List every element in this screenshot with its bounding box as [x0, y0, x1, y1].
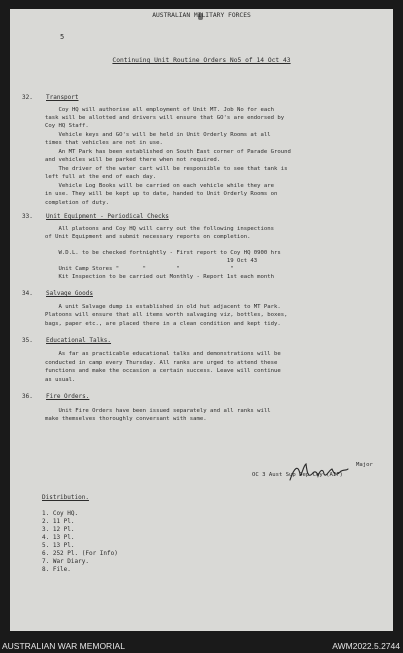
section-line: make themselves thoroughly conversant with same.: [45, 416, 207, 422]
section-number: 33.: [22, 213, 33, 220]
section-number: 35.: [22, 337, 33, 344]
distribution-item: 3. 12 Pl.: [42, 526, 75, 533]
section-line: in use. They will be kept up to date, handed to Unit Orderly Rooms on: [45, 191, 278, 197]
section-line: left full at the end of each day.: [45, 174, 157, 180]
section-line: A unit Salvage dump is established in old hut adjacent to MT Park.: [45, 304, 281, 310]
section-line: conducted in camp every Thursday. All ranks are urged to attend these: [45, 360, 278, 366]
distribution-item: 4. 13 Pl.: [42, 534, 75, 541]
section-line: Unit Fire Orders have been issued separately and all ranks will: [45, 408, 271, 414]
section-number: 34.: [22, 290, 33, 297]
section-line: Vehicle keys and GO's will be held in Unit Orderly Rooms at all: [45, 132, 271, 138]
footer-bar: [0, 637, 403, 653]
document-header: AUSTRALIAN MILITARY FORCES: [152, 12, 251, 19]
section-line: As far as practicable educational talks and demonstrations will be: [45, 351, 281, 357]
signature-title: OC 3 Aust Sup Dep Coy (AIF): [252, 472, 343, 478]
distribution-item: 8. File.: [42, 566, 71, 573]
section-line: W.D.L. to be checked fortnightly - First report to Coy HQ 0900 hrs: [45, 250, 281, 256]
section-line: functions and make the occasion a certain success. Leave will continue: [45, 368, 281, 374]
section-line: Coy HQ will authorise all employment of Unit MT. Job No for each: [45, 107, 275, 113]
signature-rank: Major: [356, 462, 373, 468]
section-line: 19 Oct 43: [45, 258, 258, 264]
section-title-educational-talks: Educational Talks.: [46, 337, 112, 344]
distribution-item: 7. War Diary.: [42, 558, 89, 565]
section-title-fire-orders: Fire Orders.: [46, 393, 90, 400]
footer-institution: AUSTRALIAN WAR MEMORIAL: [2, 641, 125, 651]
section-line: completion of duty.: [45, 200, 109, 206]
section-line: task will be allotted and drivers will ensure that GO's are endorsed by: [45, 115, 285, 121]
section-line: bags, paper etc., are placed there in a clean condition and kept tidy.: [45, 321, 281, 327]
section-line: times that vehicles are not in use.: [45, 140, 163, 146]
document-subheader: Continuing Unit Routine Orders No5 of 14 Oct 43: [112, 57, 291, 64]
section-line: Platoons will ensure that all items worth salvaging viz, bottles, boxes,: [45, 312, 288, 318]
handwritten-mark: 5: [60, 33, 65, 41]
section-number: 36.: [22, 393, 33, 400]
footer-accession-number: AWM2022.5.2744: [332, 641, 400, 651]
section-number: 32.: [22, 94, 33, 101]
section-title-transport: Transport: [46, 94, 79, 101]
section-title-unit-equipment: Unit Equipment - Periodical Checks: [46, 213, 169, 220]
distribution-item: 1. Coy HQ.: [42, 510, 79, 517]
section-line: All platoons and Coy HQ will carry out the following inspections: [45, 226, 275, 232]
distribution-item: 5. 13 Pl.: [42, 542, 75, 549]
section-line: An MT Park has been established on South East corner of Parade Ground: [45, 149, 291, 155]
section-line: of Unit Equipment and submit necessary reports on completion.: [45, 234, 251, 240]
distribution-label: Distribution.: [42, 494, 89, 501]
section-line: Coy HQ Staff.: [45, 123, 89, 129]
section-line: and vehicles will be parked there when not required.: [45, 157, 221, 163]
section-line: The driver of the water cart will be responsible to see that tank is: [45, 166, 288, 172]
section-title-salvage-goods: Salvage Goods: [46, 290, 93, 297]
section-line: Kit Inspection to be carried out Monthly - Report 1st each month: [45, 274, 275, 280]
distribution-item: 2. 11 Pl.: [42, 518, 75, 525]
section-line: Vehicle Log Books will be carried on each vehicle while they are: [45, 183, 275, 189]
distribution-item: 6. 252 Pl. (For Info): [42, 550, 118, 557]
document-page: [10, 9, 393, 631]
section-line: as usual.: [45, 377, 76, 383]
section-line: Unit Camp Stores " " " ": [45, 266, 234, 272]
